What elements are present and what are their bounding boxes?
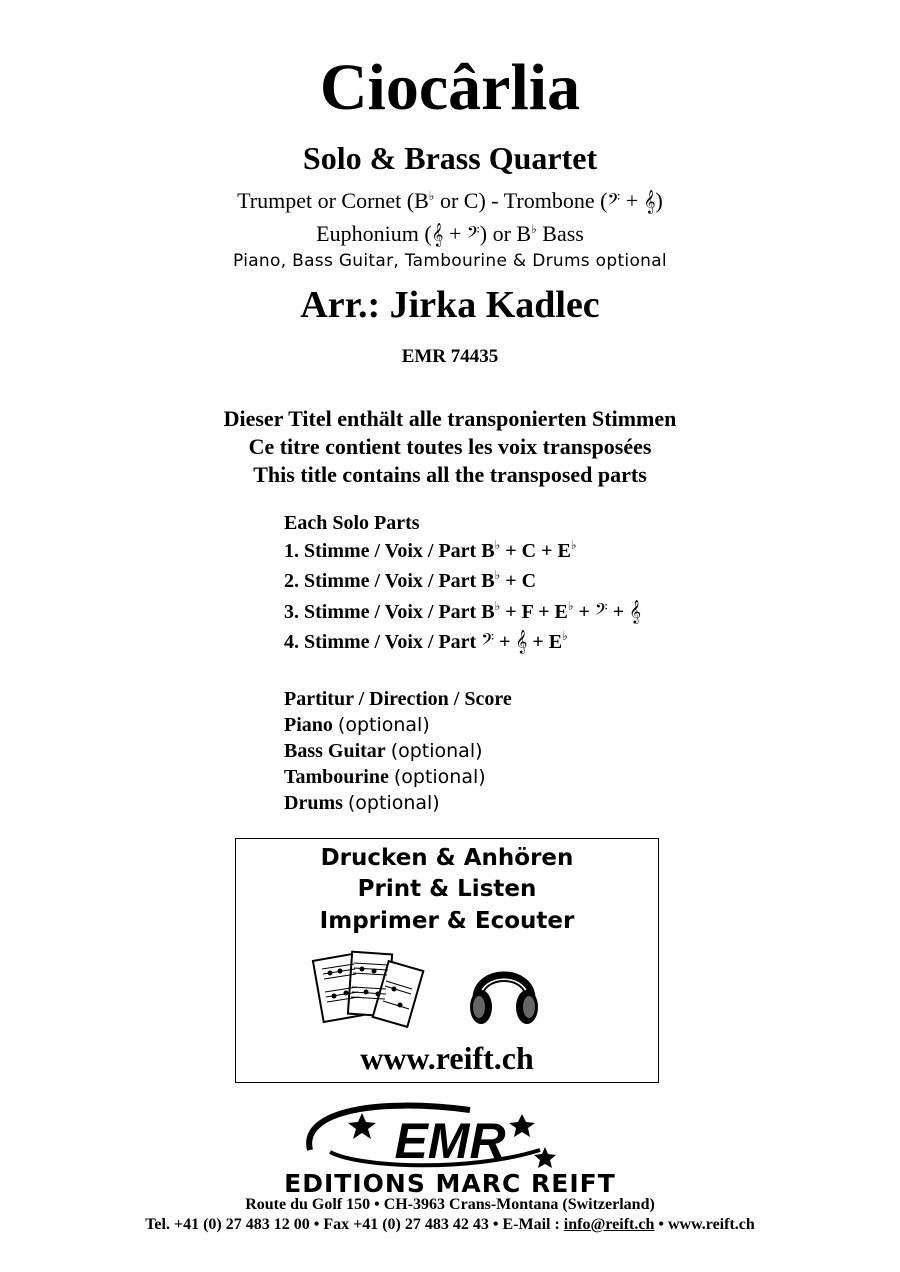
treble-clef-icon: 𝄞 [643, 189, 656, 213]
star-icon [348, 1113, 376, 1139]
page-title: Ciocârlia [319, 51, 581, 124]
part-item: 2. Stimme / Voix / Part B♭ + C [284, 568, 537, 592]
transposed-notice-fr: Ce titre contient toutes les voix transposées [248, 434, 652, 459]
publisher-contact: Tel. +41 (0) 27 483 12 00 • Fax +41 (0) 27 483 42 43 • E-Mail : info@reift.ch • www.reift.ch [145, 1216, 755, 1233]
instrumentation-line-2: Euphonium (𝄞 + 𝄢) or B♭ Bass [316, 221, 584, 246]
promo-line-fr: Imprimer & Ecouter [319, 908, 575, 934]
parts-heading: Each Solo Parts [284, 512, 420, 534]
score-item: Tambourine (optional) [284, 766, 486, 788]
transposed-notice-de: Dieser Titel enthält alle transponierten Stimmen [223, 406, 677, 431]
website-url[interactable]: www.reift.ch [360, 1040, 534, 1076]
optional-instruments: Piano, Bass Guitar, Tambourine & Drums optional [233, 251, 667, 271]
promo-line-en: Print & Listen [357, 876, 537, 902]
publisher-address: Route du Golf 150 • CH-3963 Crans-Montana (Switzerland) [245, 1196, 655, 1213]
score-item: Drums (optional) [284, 792, 440, 814]
instrumentation-line-1: Trumpet or Cornet (B♭ or C) - Trombone (𝄢 + 𝄞) [237, 188, 663, 213]
treble-clef-icon: 𝄞 [515, 629, 528, 653]
transposed-notice-en: This title contains all the transposed parts [253, 462, 647, 487]
part-item: 4. Stimme / Voix / Part 𝄢 + 𝄞 + E♭ [284, 629, 568, 653]
part-item: 1. Stimme / Voix / Part B♭ + C + E♭ [284, 538, 577, 562]
promo-line-de: Drucken & Anhören [320, 845, 574, 871]
subtitle: Solo & Brass Quartet [302, 140, 598, 176]
svg-text:EMR: EMR [394, 1113, 506, 1169]
treble-clef-icon: 𝄞 [431, 222, 444, 246]
arranger: Arr.: Jirka Kadlec [300, 284, 600, 326]
bass-clef-icon: 𝄢 [594, 599, 608, 623]
score-heading: Partitur / Direction / Score [284, 688, 512, 710]
bass-clef-icon: 𝄢 [607, 189, 621, 213]
star-icon [509, 1114, 535, 1137]
score-item: Bass Guitar (optional) [284, 740, 483, 762]
score-item: Piano (optional) [284, 714, 430, 736]
treble-clef-icon: 𝄞 [629, 599, 642, 623]
part-item: 3. Stimme / Voix / Part B♭ + F + E♭ + 𝄢 + 𝄞 [284, 599, 642, 623]
svg-text:EDITIONS MARC REIFT: EDITIONS MARC REIFT [284, 1169, 616, 1198]
bass-clef-icon: 𝄢 [466, 222, 480, 246]
bass-clef-icon: 𝄢 [481, 629, 495, 653]
email-link[interactable]: info@reift.ch [563, 1216, 655, 1233]
catalog-number: EMR 74435 [401, 346, 499, 367]
